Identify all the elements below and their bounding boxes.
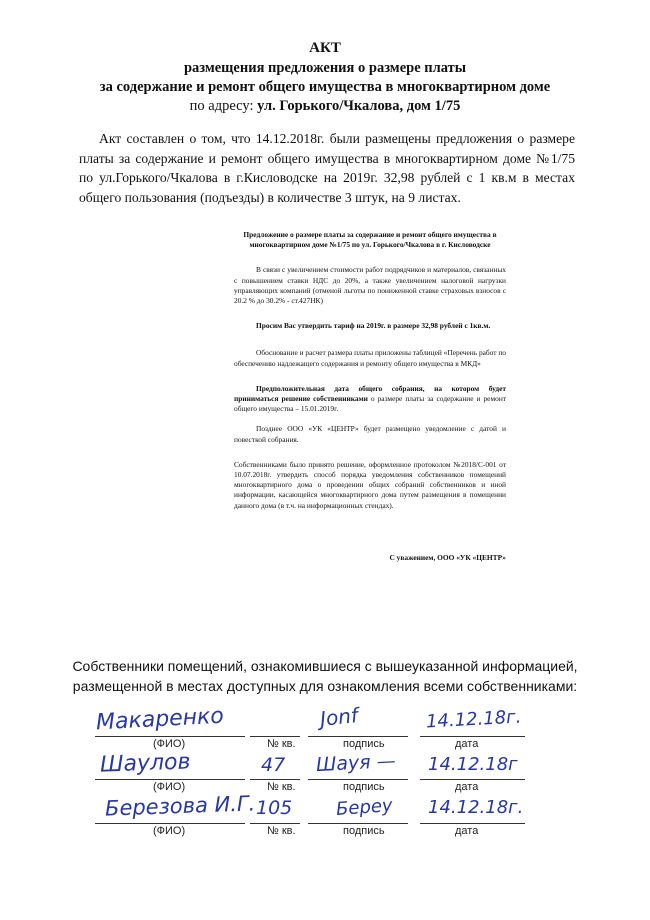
apt-caption: № кв. [267, 781, 296, 793]
notice-meeting-rest: о размере платы за содержание и ремонт общего имущества – 15.01.2019г. [234, 394, 506, 414]
date-underline [420, 823, 525, 824]
title-line-3: за содержание и ремонт общего имущества в многоквартирном доме [99, 79, 551, 95]
address-value: ул. Горького/Чкалова, дом 1/75 [257, 98, 461, 114]
fio-underline [95, 823, 245, 824]
apt-underline [250, 779, 300, 780]
apt-caption: № кв. [267, 738, 296, 750]
notice-paragraph: Собственниками было принято решение, оформленное протоколом №2018/С-001 от 10.07.2018г. утвердить способ порядка уведомления собственников помещений многоквартирного дома о проведении общих собраний собственников и иной информации, касающейся многоквартирного дома путем размещения в помещении данного дома (в т.ч. на информационных стендах). [234, 459, 506, 510]
owner-signature: Jonf [318, 703, 360, 731]
notice-signature: С уважением, ООО «УК «ЦЕНТР» [389, 552, 506, 562]
sign-caption: подпись [343, 738, 385, 750]
apt-caption: № кв. [267, 825, 296, 837]
signature-row [0, 703, 650, 750]
sign-underline [308, 823, 408, 824]
notice-request: Просим Вас утвердить тариф на 2019г. в размере 32,98 рублей с 1кв.м. [256, 321, 491, 331]
notice-meeting-date [234, 384, 506, 415]
intro-paragraph [79, 129, 575, 207]
date-caption: дата [455, 738, 479, 750]
date-caption: дата [455, 781, 479, 793]
date-underline [420, 779, 525, 780]
intro-line: общего пользования (подъезды) в количестве 3 штук, на 9 листах. [79, 189, 461, 205]
notice-meeting-bold: Предположительная дата общего собрания, на котором будет приниматься решение собственниками [234, 383, 506, 404]
fio-caption: (ФИО) [153, 825, 186, 837]
fio-underline [95, 779, 245, 780]
date-caption: дата [455, 825, 479, 837]
signature-row [0, 748, 650, 793]
document-title: АКТ [309, 40, 341, 56]
title-address-line [0, 97, 650, 116]
sign-underline [308, 779, 408, 780]
address-prefix: по адресу: [189, 98, 254, 114]
intro-line: Акт составлен о том, что 14.12.2018г. были размещены предложения о размере [99, 131, 575, 146]
notice-paragraph: В связи с увеличением стоимости работ подрядчиков и материалов, связанных с повышением ставки НДС до 20%, а также увеличением налоговой нагрузки управляющих компаний (отменой льготы по пониженной ставке страховых взносов с 20.2 % до 30.2% - ст.427НК) [234, 265, 506, 306]
apt-underline [250, 823, 300, 824]
owner-name: Макаренко [95, 703, 225, 736]
signature-row [0, 791, 650, 837]
notice-title: Предложение о размере платы за содержание и ремонт общего имущества в многоквартирном доме №1/75 по ул. Горького/Чкалова в г. Кисловодске [243, 230, 497, 250]
intro-line: платы за содержание и ремонт общего имущества в многоквартирном доме №1/75 [79, 150, 575, 166]
notice-paragraph: Позднее ООО «УК «ЦЕНТР» будет размещено уведомление с датой и повесткой собрания. [234, 424, 506, 444]
owners-line-1: Собственники помещений, ознакомившиеся с вышеуказанной информацией, [72, 658, 578, 674]
intro-line: по ул.Горького/Чкалова в г.Кисловодске на 2019г. 32,98 рублей с 1 кв.м в местах [79, 170, 575, 185]
sign-underline [308, 736, 408, 737]
notice-paragraph: Обоснование и расчет размера платы приложены таблицей «Перечень работ по обеспечению надлежащего содержания и ремонту общего имущества в МКД» [234, 348, 507, 368]
embedded-notice [234, 230, 506, 563]
title-line-2: размещения предложения о размере платы [183, 60, 467, 76]
date-underline [420, 736, 525, 737]
owner-name: Шаулов [99, 749, 191, 778]
fio-caption: (ФИО) [153, 738, 186, 750]
owner-apartment: 105 [256, 797, 293, 819]
owners-line-2: размещенной в местах доступных для ознакомления всеми собственниками: [72, 678, 578, 694]
owner-date: 14.12.18г. [428, 797, 524, 818]
owner-date: 14.12.18г [428, 754, 518, 775]
owner-signature: Шауя — [315, 749, 397, 777]
sign-caption: подпись [343, 781, 385, 793]
owner-name: Березова И.Г. [104, 791, 256, 821]
owner-signature: Береу [335, 795, 394, 820]
owner-date: 14.12.18г. [425, 706, 522, 733]
fio-underline [95, 736, 245, 737]
sign-caption: подпись [343, 825, 385, 837]
apt-underline [250, 736, 300, 737]
owner-apartment: 47 [261, 754, 286, 776]
fio-caption: (ФИО) [153, 781, 186, 793]
